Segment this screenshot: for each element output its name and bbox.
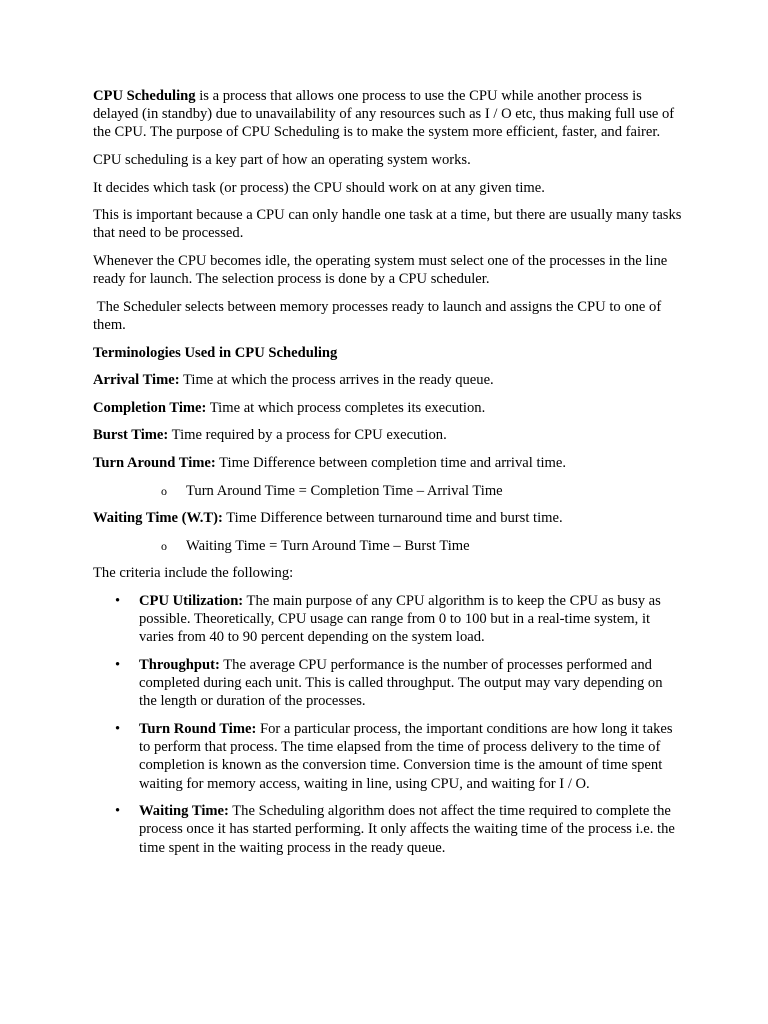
paragraph: The Scheduler selects between memory processes ready to launch and assigns the CPU to one of them.: [93, 298, 665, 333]
document-page: [93, 87, 683, 866]
intro-text: is a process that allows one process to use the CPU while another process is delayed (in standby) due to unavailability of any resources such as I / O etc, thus making full use of the CPU. The purpose of CPU Scheduling is to make the system more efficient, faster, and fairer.: [93, 88, 675, 141]
criteria-term: Turn Round Time:: [139, 720, 257, 737]
definition-waiting-time: [93, 509, 683, 527]
paragraph: CPU scheduling is a key part of how an operating system works.: [93, 152, 471, 168]
formula-text: Turn Around Time = Completion Time – Arrival Time: [186, 482, 503, 499]
bullet-marker: •: [115, 720, 121, 737]
bullet-marker: •: [115, 803, 121, 820]
definition-text: Time Difference between completion time and arrival time.: [215, 454, 567, 471]
turnaround-formula: [93, 482, 683, 500]
paragraph: Whenever the CPU becomes idle, the operating system must select one of the processes in the line ready for launch. The selection process is done by a CPU scheduler.: [93, 252, 668, 288]
criteria-term: Waiting Time:: [139, 803, 229, 820]
definition-text: Time at which process completes its execution.: [206, 399, 486, 416]
list-item: [93, 592, 683, 647]
criteria-text: The main purpose of any CPU algorithm is to keep the CPU as busy as possible. Theoretically, CPU usage can range from 0 to 100 but in a real-time system, it varies from 40 to 90 percent depending on the system load.: [139, 592, 661, 646]
definition-term: Completion Time:: [93, 399, 207, 416]
definition-term: Turn Around Time:: [93, 454, 216, 471]
criteria-text: For a particular process, the important conditions are how long it takes to perform that process. The time elapsed from the time of process delivery to the time of completion is known as the conversion time. Conversion time is the amount of time spent waiting for memory access, waiting in line, using CPU, and waiting for I / O.: [139, 720, 673, 792]
criteria-term: CPU Utilization:: [139, 592, 244, 609]
formula-text: Waiting Time = Turn Around Time – Burst Time: [186, 537, 470, 554]
definition-text: Time Difference between turnaround time and burst time.: [222, 510, 563, 527]
definition-arrival-time: [93, 371, 683, 389]
criteria-text: The Scheduling algorithm does not affect the time required to complete the process once it has started performing. It only affects the waiting time of the process i.e. the time spent in the waiting process in the ready queue.: [139, 803, 675, 856]
waiting-formula: [93, 537, 683, 555]
criteria-intro: The criteria include the following:: [93, 565, 294, 582]
list-item: [93, 802, 683, 857]
sub-bullet-marker: o: [161, 538, 167, 553]
criteria-term: Throughput:: [139, 656, 220, 673]
definition-text: Time required by a process for CPU execution.: [168, 427, 447, 444]
paragraph: It decides which task (or process) the CPU should work on at any given time.: [93, 179, 545, 196]
definition-completion-time: [93, 399, 683, 417]
definition-term: Arrival Time:: [93, 372, 180, 389]
criteria-text: The average CPU performance is the number of processes performed and completed during each unit. This is called throughput. The output may vary depending on the length or duration of the processes.: [139, 656, 663, 710]
definition-term: Burst Time:: [93, 427, 169, 444]
criteria-list: [93, 592, 683, 857]
bullet-marker: •: [115, 592, 121, 609]
bullet-marker: •: [115, 656, 121, 673]
intro-term: CPU Scheduling: [93, 88, 196, 104]
list-item: [93, 720, 683, 793]
definition-burst-time: [93, 426, 683, 444]
list-item: [93, 656, 683, 711]
intro-paragraph: [93, 87, 683, 142]
paragraph: This is important because a CPU can only handle one task at a time, but there are usually many tasks that need to be processed.: [93, 207, 682, 242]
definition-term: Waiting Time (W.T):: [93, 510, 223, 527]
sub-bullet-marker: o: [161, 483, 167, 498]
terminology-heading: Terminologies Used in CPU Scheduling: [93, 344, 338, 361]
definition-turnaround-time: [93, 454, 683, 472]
definition-text: Time at which the process arrives in the ready queue.: [179, 372, 494, 389]
